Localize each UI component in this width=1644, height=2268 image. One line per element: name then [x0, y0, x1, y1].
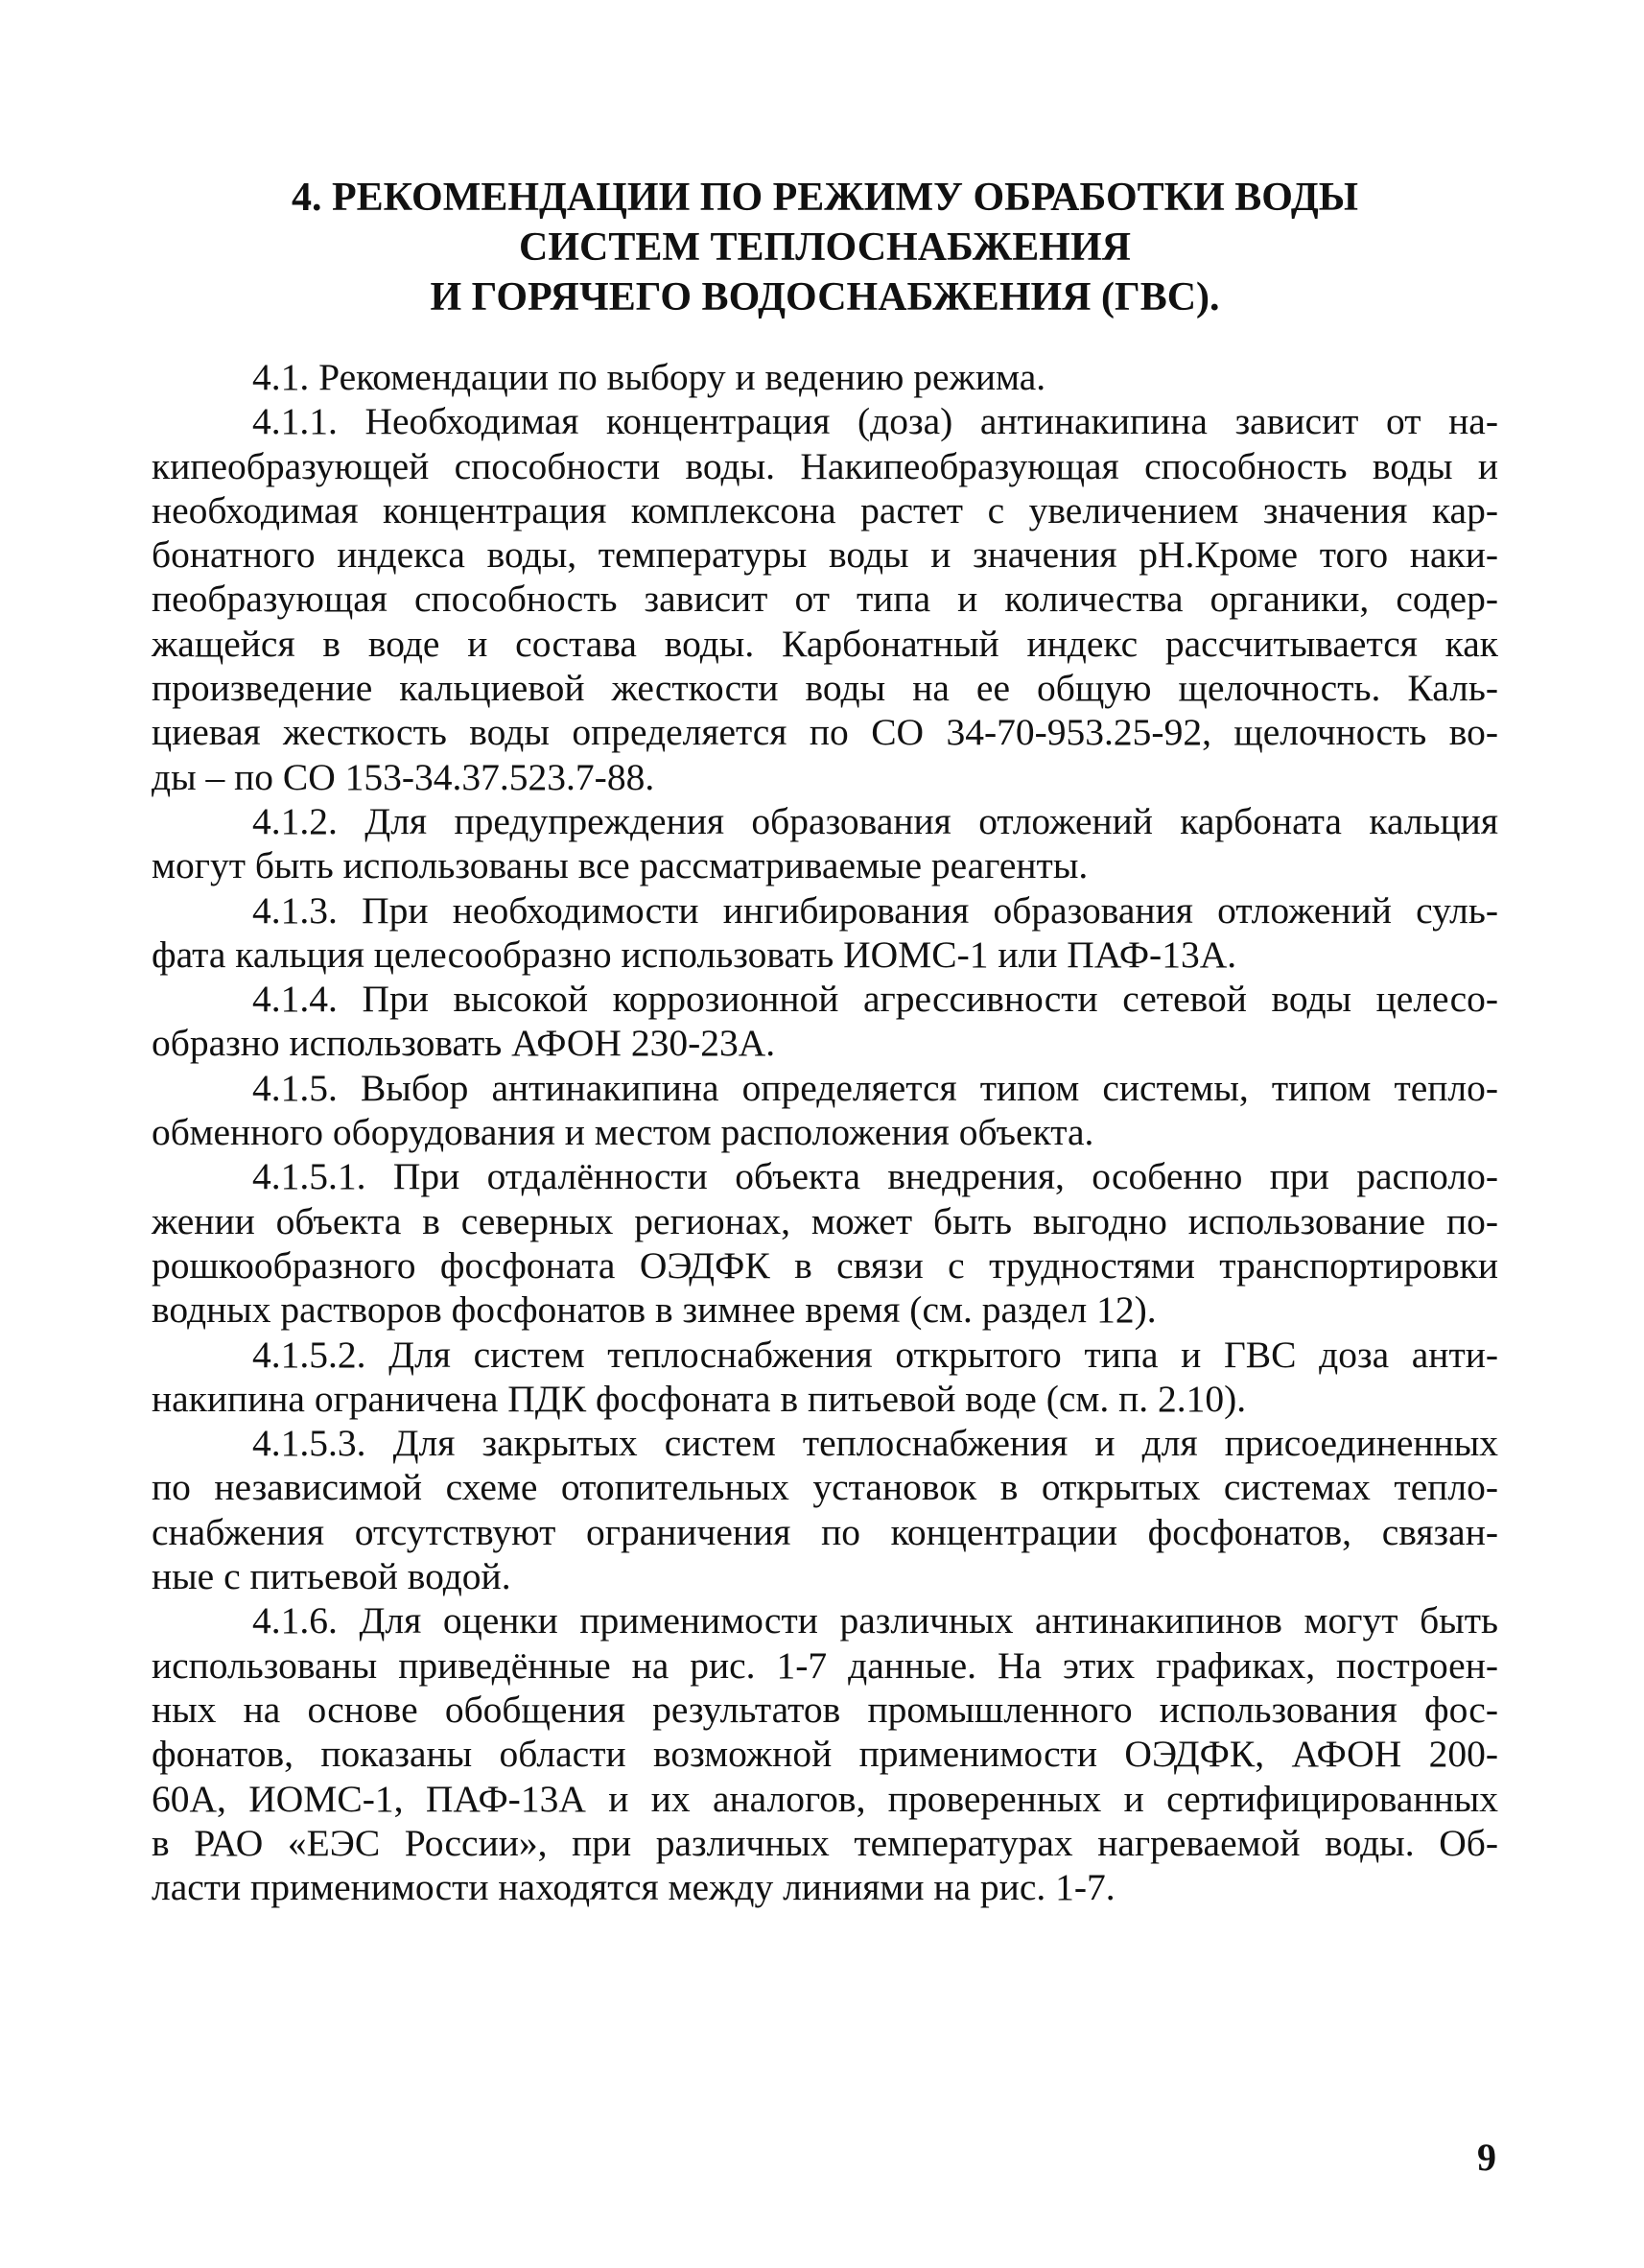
text-line: снабжения отсутствуют ограничения по концентрации фосфонатов, связан-	[152, 1510, 1498, 1553]
text-line: водных растворов фосфонатов в зимнее время (см. раздел 12).	[152, 1288, 1157, 1332]
section-title-line-2: СИСТЕМ ТЕПЛОСНАБЖЕНИЯ	[519, 225, 1131, 270]
text-line: ные с питьевой водой.	[152, 1555, 511, 1598]
paragraph	[152, 977, 1498, 1066]
text-line: использованы приведённые на рис. 1-7 данные. На этих графиках, построен-	[152, 1643, 1498, 1687]
text-line: 60А, ИОМС-1, ПАФ-13А и их аналогов, проверенных и сертифицированных	[152, 1777, 1498, 1820]
text-line: ды – по СО 153-34.37.523.7-88.	[152, 755, 655, 798]
paragraph	[152, 888, 1498, 978]
text-line: по независимой схеме отопительных установок в открытых системах тепло-	[152, 1466, 1498, 1509]
text-line: 4.1.6. Для оценки применимости различных антинакипинов могут быть	[252, 1599, 1498, 1642]
section-title-line-3: И ГОРЯЧЕГО ВОДОСНАБЖЕНИЯ (ГВС).	[430, 275, 1220, 319]
text-line: 4.1.3. При необходимости ингибирования образования отложений суль-	[252, 888, 1498, 932]
text-line: 4.1.4. При высокой коррозионной агрессивности сетевой воды целесо-	[252, 978, 1498, 1021]
section-title	[153, 173, 1496, 322]
text-line: 4.1.5.1. При отдалённости объекта внедрения, особенно при располо-	[252, 1155, 1498, 1198]
text-line: фонатов, показаны области возможной применимости ОЭДФК, АФОН 200-	[152, 1733, 1498, 1776]
paragraph	[152, 399, 1498, 799]
paragraph	[152, 1154, 1498, 1332]
paragraph	[152, 1333, 1498, 1422]
paragraph	[152, 355, 1498, 399]
text-line: фата кальция целесообразно использовать ИОМС-1 или ПАФ-13А.	[152, 933, 1237, 976]
text-line: произведение кальциевой жесткости воды на ее общую щелочность. Каль-	[152, 667, 1498, 710]
text-line: 4.1.1. Необходимая концентрация (доза) антинакипина зависит от на-	[252, 400, 1498, 443]
text-line: циевая жесткость воды определяется по СО 34-70-953.25-92, щелочность во-	[152, 711, 1498, 754]
text-line: рошкообразного фосфоната ОЭДФК в связи с трудностями транспортировки	[152, 1243, 1498, 1287]
text-line: ных на основе обобщения результатов промышленного использования фос-	[152, 1688, 1498, 1731]
paragraph	[152, 1598, 1498, 1909]
document-body	[152, 355, 1498, 1909]
page-number: 9	[1477, 2136, 1496, 2179]
text-line: накипина ограничена ПДК фосфоната в питьевой воде (см. п. 2.10).	[152, 1377, 1247, 1420]
text-line: образно использовать АФОН 230-23А.	[152, 1022, 776, 1065]
text-line: жащейся в воде и состава воды. Карбонатный индекс рассчитывается как	[152, 622, 1498, 665]
text-line: необходимая концентрация комплексона растет с увеличением значения кар-	[152, 488, 1498, 532]
text-line: 4.1.5.3. Для закрытых систем теплоснабжения и для присоединенных	[252, 1422, 1498, 1465]
paragraph	[152, 799, 1498, 888]
paragraph	[152, 1066, 1498, 1155]
text-line: бонатного индекса воды, температуры воды и значения pH.Кроме того наки-	[152, 533, 1498, 577]
text-line: в РАО «ЕЭС России», при различных температурах нагреваемой воды. Об-	[152, 1821, 1498, 1864]
text-line: жении объекта в северных регионах, может быть выгодно использование по-	[152, 1199, 1498, 1242]
text-line: 4.1.5.2. Для систем теплоснабжения открытого типа и ГВС доза анти-	[252, 1333, 1498, 1376]
text-line: могут быть использованы все рассматриваемые реагенты.	[152, 844, 1089, 887]
text-line: пеобразующая способность зависит от типа и количества органики, содер-	[152, 578, 1498, 621]
text-line: обменного оборудования и местом расположения объекта.	[152, 1111, 1094, 1154]
text-line: ласти применимости находятся между линиями на рис. 1-7.	[152, 1866, 1116, 1909]
section-title-line-1: 4. РЕКОМЕНДАЦИИ ПО РЕЖИМУ ОБРАБОТКИ ВОДЫ	[291, 176, 1359, 220]
text-line: кипеобразующей способности воды. Накипеобразующая способность воды и	[152, 444, 1498, 487]
text-line: 4.1. Рекомендации по выбору и ведению режима.	[252, 356, 1046, 398]
text-line: 4.1.5. Выбор антинакипина определяется типом системы, типом тепло-	[252, 1066, 1498, 1109]
paragraph	[152, 1421, 1498, 1598]
text-line: 4.1.2. Для предупреждения образования отложений карбоната кальция	[252, 799, 1498, 842]
